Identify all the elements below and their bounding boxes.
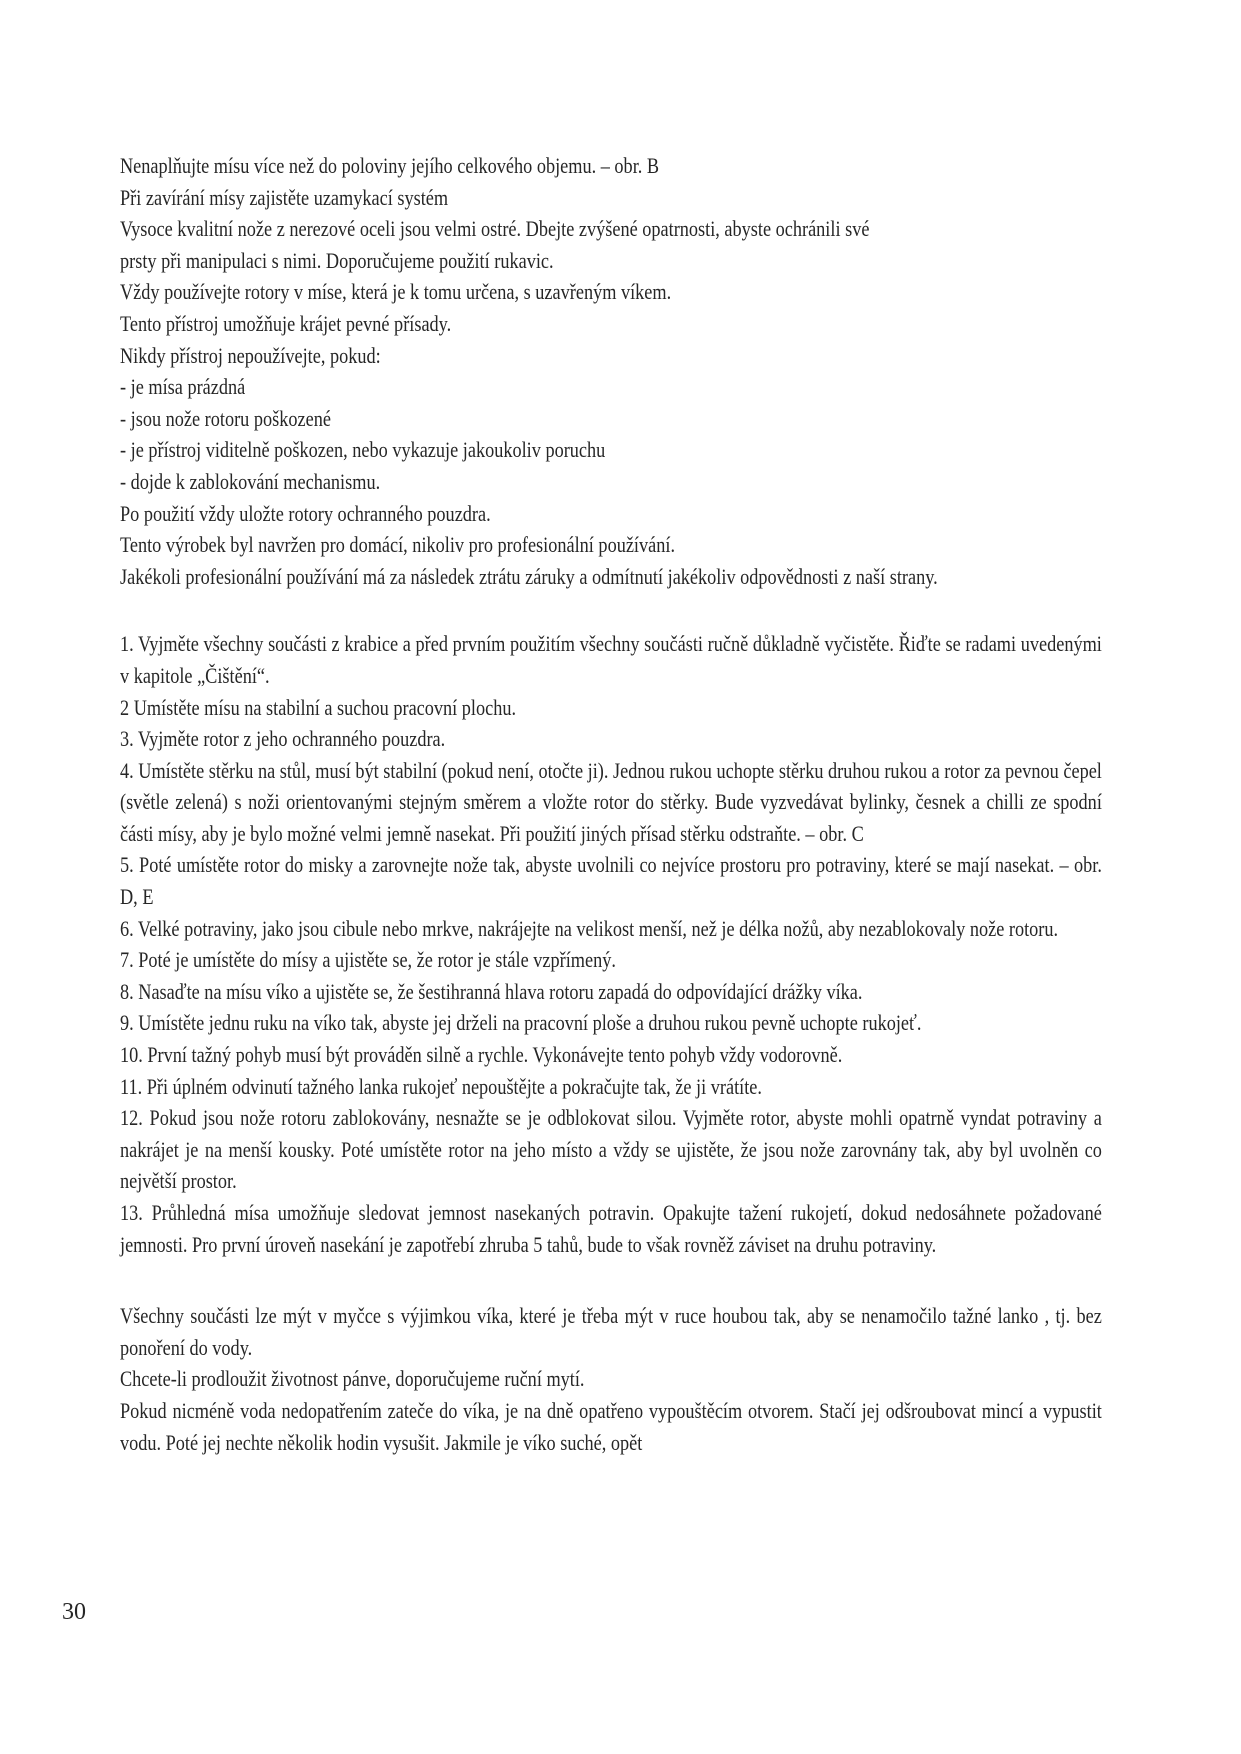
usage-step: 3. Vyjměte rotor z jeho ochranného pouzdra. [120,726,446,752]
usage-step: 9. Umístěte jednu ruku na víko tak, abyste jej drželi na pracovní ploše a druhou rukou pevně uchopte rukojeť. [120,1010,922,1036]
page-content [120,150,1102,1458]
safety-list-item: - dojde k zablokování mechanismu. [120,468,381,494]
usage-step: 13. Průhledná mísa umožňuje sledovat jemnost nasekaných potravin. Opakujte tažení rukojetí, dokud nedosáhnete požadované jemnosti. Pro první úroveň nasekání je zapotřebí zhruba 5 tahů, bude to však rovněž záviset na druhu potraviny. [120,1200,1102,1257]
cleaning-paragraph: Všechny součásti lze mýt v myčce s výjimkou víka, které je třeba mýt v ruce houbou tak, aby se nenamočilo tažné lanko , tj. bez ponoření do vody. [120,1303,1102,1360]
safety-line: prsty při manipulaci s nimi. Doporučujeme použití rukavic. [120,247,554,273]
safety-list-item: - je mísa prázdná [120,374,246,400]
safety-line: Po použití vždy uložte rotory ochranného pouzdra. [120,500,491,526]
safety-list-item: - je přístroj viditelně poškozen, nebo vykazuje jakoukoliv poruchu [120,437,606,463]
safety-line: Tento přístroj umožňuje krájet pevné přísady. [120,310,452,336]
usage-section [120,628,1102,1260]
usage-step: 11. Při úplném odvinutí tažného lanka rukojeť nepouštějte a pokračujte tak, že ji vrátíte. [120,1073,762,1099]
page-number: 30 [62,1599,86,1625]
safety-line: Tento výrobek byl navržen pro domácí, nikoliv pro profesionální používání. [120,532,676,558]
section-spacer [120,1260,1102,1300]
usage-step: 2 Umístěte mísu na stabilní a suchou pracovní plochu. [120,694,517,720]
safety-line: Při zavírání mísy zajistěte uzamykací systém [120,184,449,210]
usage-step: 6. Velké potraviny, jako jsou cibule nebo mrkve, nakrájejte na velikost menší, než je délka nožů, aby nezablokovaly nože rotoru. [120,915,1059,941]
cleaning-paragraph: Pokud nicméně voda nedopatřením zateče do víka, je na dně opatřeno vypouštěcím otvorem. Stačí jej odšroubovat mincí a vypustit vodu. Poté jej nechte několik hodin vysušit. Jakmile je víko suché, opět [120,1397,1102,1455]
section-spacer [120,592,1102,628]
usage-step: 5. Poté umístěte rotor do misky a zarovnejte nože tak, abyste uvolnili co nejvíce prostoru pro potraviny, které se mají nasekat. – obr. D, E [120,852,1102,910]
safety-line: Vysoce kvalitní nože z nerezové oceli jsou velmi ostré. Dbejte zvýšené opatrnosti, abyste ochránili své [120,216,870,242]
safety-section [120,150,1102,592]
safety-line: Nenaplňujte mísu více než do poloviny jejího celkového objemu. – obr. B [120,153,660,178]
safety-line: Nikdy přístroj nepoužívejte, pokud: [120,342,381,368]
cleaning-paragraph: Chcete-li prodloužit životnost pánve, doporučujeme ruční mytí. [120,1366,585,1392]
safety-closing-paragraph: Jakékoli profesionální používání má za následek ztrátu záruky a odmítnutí jakékoliv odpovědnosti z naší strany. [120,563,938,589]
cleaning-section [120,1300,1102,1458]
usage-step: 8. Nasaďte na mísu víko a ujistěte se, že šestihranná hlava rotoru zapadá do odpovídající drážky víka. [120,978,863,1004]
safety-list-item: - jsou nože rotoru poškozené [120,405,331,431]
usage-step: 7. Poté je umístěte do mísy a ujistěte se, že rotor je stále vzpřímený. [120,947,616,973]
usage-step: 4. Umístěte stěrku na stůl, musí být stabilní (pokud není, otočte ji). Jednou rukou uchopte stěrku druhou rukou a rotor za pevnou čepel (světle zelená) s noži orientovanými stejným směrem a vložte rotor do stěrky. Bude vyzvedávat bylinky, česnek a chilli ze spodní části mísy, aby je bylo možné velmi jemně nasekat. Při použití jiných přísad stěrku odstraňte. – obr. C [120,757,1102,846]
safety-line: Vždy používejte rotory v míse, která je k tomu určena, s uzavřeným víkem. [120,279,672,305]
usage-step: 12. Pokud jsou nože rotoru zablokovány, nesnažte se je odblokovat silou. Vyjměte rotor, abyste mohli opatrně vyndat potraviny a nakrájet je na menší kousky. Poté umístěte rotor na jeho místo a vždy se ujistěte, že jsou nože zarovnány tak, aby byl uvolněn co největší prostor. [120,1105,1102,1194]
usage-step: 1. Vyjměte všechny součásti z krabice a před prvním použitím všechny součásti ručně důkladně vyčistěte. Řiďte se radami uvedenými v kapitole „Čištění“. [120,631,1102,688]
usage-step: 10. První tažný pohyb musí být prováděn silně a rychle. Vykonávejte tento pohyb vždy vodorovně. [120,1042,843,1068]
